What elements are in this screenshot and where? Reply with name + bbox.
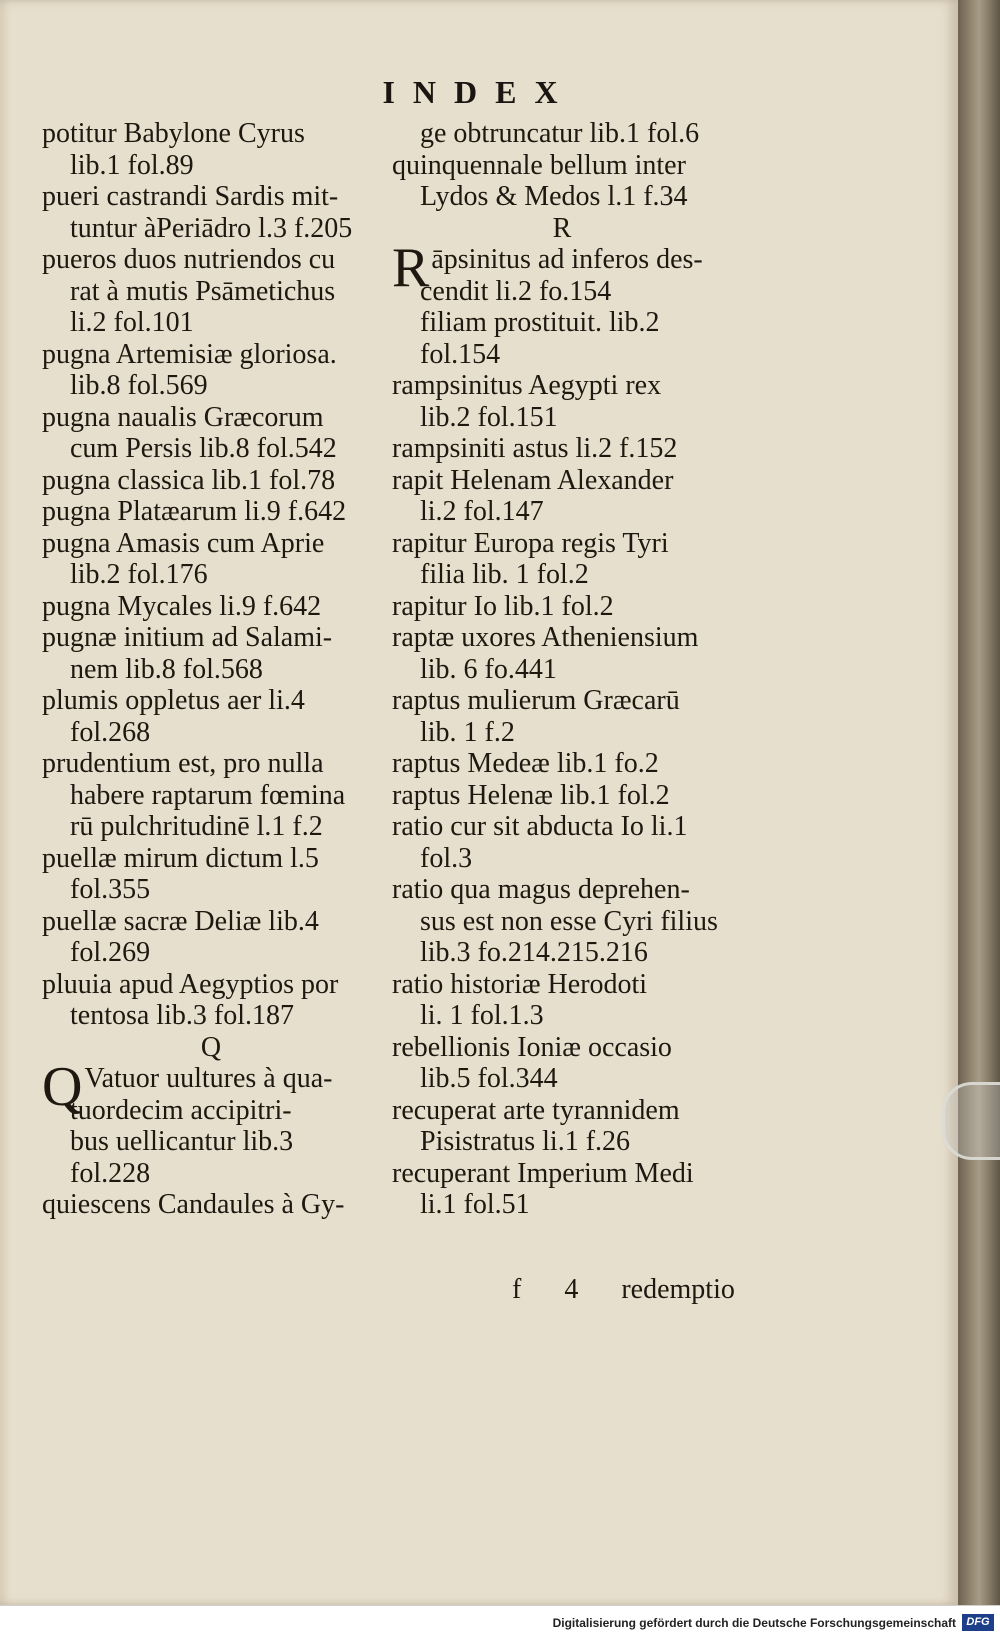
index-line xyxy=(392,1095,732,1127)
index-line xyxy=(42,937,380,969)
index-entry-text: rampsiniti astus li.2 f.152 xyxy=(392,433,678,464)
index-entry-text: pugna Artemisiæ gloriosa. xyxy=(42,338,337,370)
index-entry-text: fol.228 xyxy=(70,1157,151,1189)
index-entry-text: prudentium est, pro nulla xyxy=(42,748,324,779)
index-line xyxy=(392,1000,732,1032)
index-line xyxy=(42,780,380,812)
index-entry-text: tuordecim accipitri- xyxy=(70,1094,292,1126)
index-entry-text: fol.268 xyxy=(70,716,151,748)
index-entry-text: quiescens Candaules à Gy- xyxy=(42,1189,345,1220)
index-entry-text: tentosa lib.3 fol.187 xyxy=(70,1000,294,1031)
index-entry-text: puellæ sacræ Deliæ lib.4 xyxy=(42,905,319,937)
index-line xyxy=(42,622,380,654)
catchword: redemptio xyxy=(621,1274,735,1305)
footer-credit: Digitalisierung gefördert durch die Deutsche Forschungsgemeinschaft xyxy=(552,1616,956,1630)
index-line xyxy=(42,591,380,623)
section-letter xyxy=(392,213,732,245)
index-entry-text: lib.8 fol.569 xyxy=(70,370,208,401)
index-line xyxy=(392,339,732,371)
index-line xyxy=(42,181,380,213)
index-line xyxy=(42,969,380,1001)
index-entry-text: ge obtruncatur lib.1 fol.6 xyxy=(420,118,700,149)
index-line xyxy=(392,969,732,1001)
index-entry-text: lib.2 fol.151 xyxy=(420,401,558,433)
footer-bar xyxy=(0,1605,1000,1640)
index-entry-text: raptus mulierum Græcarū xyxy=(392,685,680,716)
index-line xyxy=(42,1189,380,1221)
index-line xyxy=(392,496,732,528)
index-entry-text: rampsinitus Aegypti rex xyxy=(392,370,662,401)
index-entry-text: pugna Mycales li.9 f.642 xyxy=(42,590,322,622)
index-entry-text: cum Persis lib.8 fol.542 xyxy=(70,433,337,464)
index-entry-text: Pisistratus li.1 f.26 xyxy=(420,1126,631,1157)
index-line xyxy=(42,118,380,150)
index-entry-text: rapitur Europa regis Tyri xyxy=(392,527,669,559)
index-entry-text: habere raptarum fœmina xyxy=(70,779,346,811)
index-entry-text: rat à mutis Psāmetichus xyxy=(70,275,336,307)
drop-cap: R xyxy=(392,237,430,299)
index-entry-text: filiam prostituit. lib.2 xyxy=(420,307,660,338)
index-line xyxy=(392,465,732,497)
index-entry-text: rapitur Io lib.1 fol.2 xyxy=(392,590,614,622)
index-line xyxy=(42,370,380,402)
index-entry-text: pugna Amasis cum Aprie xyxy=(42,527,325,559)
index-line xyxy=(392,780,732,812)
index-entry-text: Lydos & Medos l.1 f.34 xyxy=(420,181,688,212)
index-entry-text: pugna naualis Græcorum xyxy=(42,401,324,433)
index-entry-text: plumis oppletus aer li.4 xyxy=(42,685,305,716)
index-entry-text: ratio cur sit abducta Io li.1 xyxy=(392,811,688,842)
index-entry-text: ratio qua magus deprehen- xyxy=(392,874,690,905)
index-line xyxy=(392,1158,732,1190)
index-line xyxy=(42,150,380,182)
index-line xyxy=(42,1126,380,1158)
index-entry-text: lib.2 fol.176 xyxy=(70,559,208,590)
index-entry-text: raptus Helenæ lib.1 fol.2 xyxy=(392,779,670,811)
index-line xyxy=(42,528,380,560)
index-line xyxy=(42,339,380,371)
page-header: INDEX xyxy=(382,74,576,110)
index-line xyxy=(392,1189,732,1221)
index-line xyxy=(42,433,380,465)
index-line xyxy=(42,717,380,749)
index-line xyxy=(392,433,732,465)
index-line xyxy=(392,370,732,402)
index-entry-text: lib.5 fol.344 xyxy=(420,1063,558,1094)
index-entry-text: pugna classica lib.1 fol.78 xyxy=(42,464,336,496)
page-clip xyxy=(942,1082,1000,1160)
index-line xyxy=(42,654,380,686)
section-letter xyxy=(42,1032,380,1064)
catchword-line xyxy=(512,1274,771,1306)
index-entry-text: cendit li.2 fo.154 xyxy=(420,275,612,307)
index-entry-text: rū pulchritudinē l.1 f.2 xyxy=(70,811,323,842)
signature-number: 4 xyxy=(564,1274,579,1305)
index-entry-text: lib.1 fol.89 xyxy=(70,149,194,181)
index-entry-text: li.1 fol.51 xyxy=(420,1189,530,1220)
index-entry-text: ratio historiæ Herodoti xyxy=(392,968,648,1000)
index-entry-text: Vatuor uultures à qua- xyxy=(84,1063,333,1094)
index-line xyxy=(42,906,380,938)
drop-cap: Q xyxy=(42,1056,83,1118)
index-entry-text: fol.355 xyxy=(70,874,151,905)
index-line xyxy=(392,181,732,213)
index-entry-text: R xyxy=(552,212,572,244)
index-entry-text: tuntur àPeriādro l.3 f.205 xyxy=(70,212,353,244)
index-entry-text: Q xyxy=(200,1031,222,1063)
index-entry-text: pugna Platæarum li.9 f.642 xyxy=(42,496,347,527)
index-entry-text: pugnæ initium ad Salami- xyxy=(42,622,333,653)
index-entry-text: filia lib. 1 fol.2 xyxy=(420,559,589,590)
index-line xyxy=(392,717,732,749)
index-line xyxy=(392,307,732,339)
index-line xyxy=(392,150,732,182)
index-line xyxy=(392,811,732,843)
index-entry-text: raptus Medeæ lib.1 fo.2 xyxy=(392,748,659,779)
index-line xyxy=(392,906,732,938)
index-entry-text: pueros duos nutriendos cu xyxy=(42,244,336,275)
left-column xyxy=(42,118,380,1221)
index-line xyxy=(42,1158,380,1190)
index-line xyxy=(42,843,380,875)
index-line xyxy=(42,685,380,717)
index-line xyxy=(392,528,732,560)
index-line xyxy=(42,465,380,497)
index-line xyxy=(392,276,732,308)
index-line xyxy=(42,811,380,843)
index-line xyxy=(42,1095,380,1127)
index-entry-text: fol.269 xyxy=(70,937,151,968)
index-entry-text: nem lib.8 fol.568 xyxy=(70,653,263,685)
index-entry-text: puellæ mirum dictum l.5 xyxy=(42,842,319,874)
index-line xyxy=(392,402,732,434)
index-line xyxy=(392,654,732,686)
index-entry-text: li. 1 fol.1.3 xyxy=(420,1000,544,1031)
index-entry-text: lib. 1 f.2 xyxy=(420,716,515,748)
dfg-logo: DFG xyxy=(962,1614,994,1631)
index-line xyxy=(42,559,380,591)
right-column xyxy=(392,118,732,1221)
index-entry-text: recuperant Imperium Medi xyxy=(392,1157,694,1189)
index-line xyxy=(42,402,380,434)
index-entry-text: pluuia apud Aegyptios por xyxy=(42,968,339,1000)
index-line xyxy=(42,213,380,245)
index-entry-text: bus uellicantur lib.3 xyxy=(70,1126,294,1157)
index-line xyxy=(42,276,380,308)
page-edge-stack xyxy=(958,0,1000,1605)
index-line xyxy=(392,1032,732,1064)
index-line xyxy=(42,496,380,528)
index-entry-text: li.2 fol.147 xyxy=(420,496,544,527)
index-line xyxy=(392,843,732,875)
signature-mark: f xyxy=(512,1274,522,1305)
index-entry-text: āpsinitus ad inferos des- xyxy=(431,244,703,275)
index-entry-text: li.2 fol.101 xyxy=(70,307,194,338)
index-entry-text: rapit Helenam Alexander xyxy=(392,464,674,496)
index-entry-text: sus est non esse Cyri filius xyxy=(420,905,718,937)
index-line xyxy=(42,874,380,906)
index-line xyxy=(392,1126,732,1158)
index-line xyxy=(42,1000,380,1032)
index-line xyxy=(392,118,732,150)
index-line xyxy=(392,748,732,780)
index-entry-text: pueri castrandi Sardis mit- xyxy=(42,181,339,212)
index-entry-text: fol.3 xyxy=(420,842,473,874)
index-line xyxy=(42,748,380,780)
index-line xyxy=(42,307,380,339)
index-line xyxy=(392,685,732,717)
index-entry-text: fol.154 xyxy=(420,338,501,370)
index-entry-text: recuperat arte tyrannidem xyxy=(392,1094,680,1126)
index-line xyxy=(392,591,732,623)
index-entry-text: rebellionis Ioniæ occasio xyxy=(392,1031,672,1063)
index-entry-text: potitur Babylone Cyrus xyxy=(42,118,305,149)
index-entry-text: quinquennale bellum inter xyxy=(392,149,686,181)
index-entry-text: lib.3 fo.214.215.216 xyxy=(420,937,648,968)
index-entry-text: raptæ uxores Atheniensium xyxy=(392,622,699,653)
index-line xyxy=(392,874,732,906)
index-line xyxy=(42,244,380,276)
index-entry-text: lib. 6 fo.441 xyxy=(420,653,557,685)
index-line xyxy=(392,622,732,654)
index-line xyxy=(392,1063,732,1095)
index-line xyxy=(392,559,732,591)
index-line xyxy=(392,937,732,969)
